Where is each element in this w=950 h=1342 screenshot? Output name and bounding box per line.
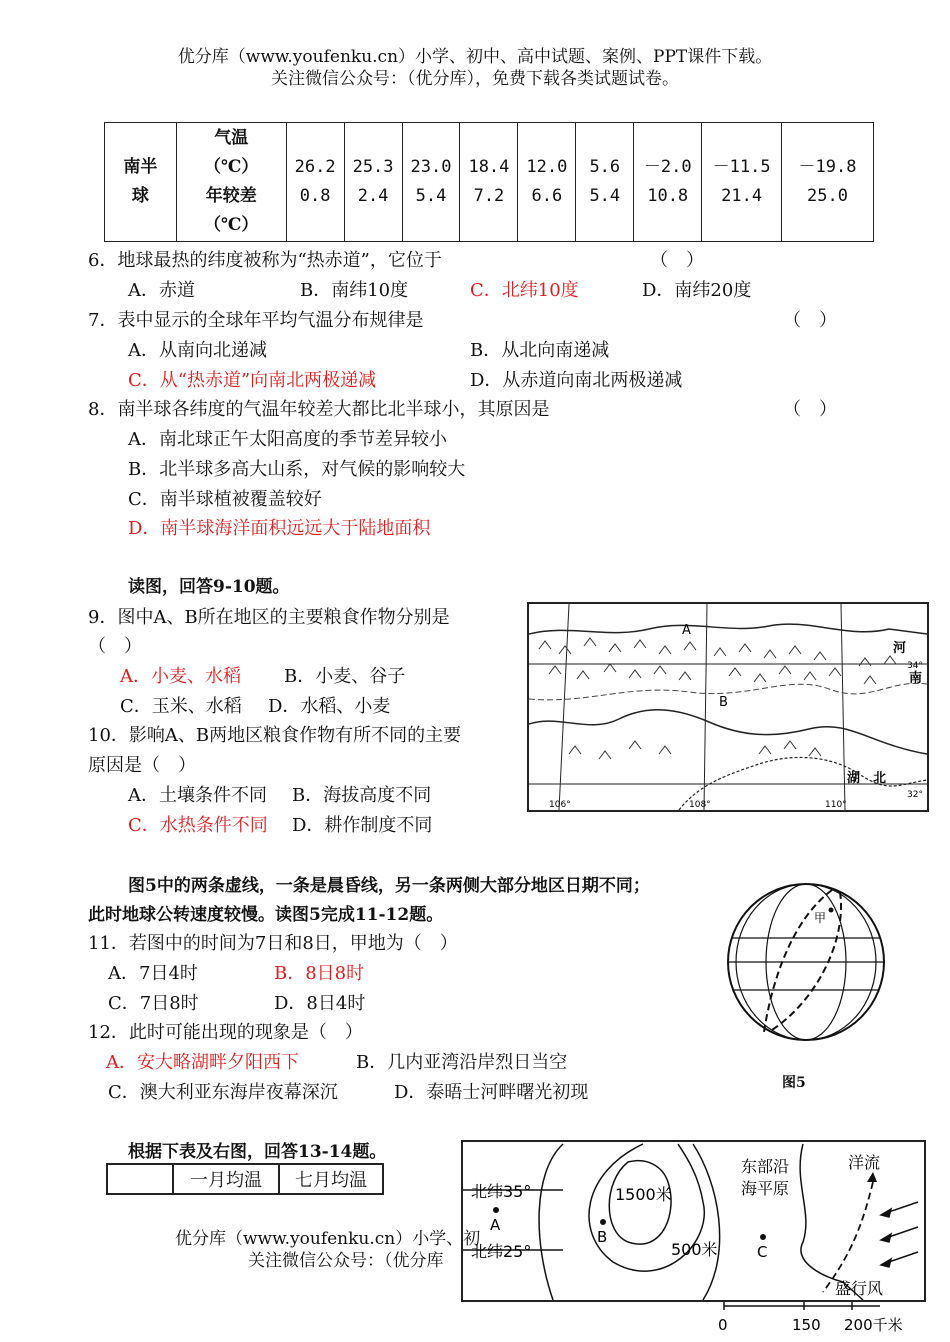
scale-label-0: 0: [718, 1316, 728, 1334]
table-cell: －19.8 25.0: [782, 123, 874, 242]
qinling-map-svg: [529, 604, 927, 810]
lon-label-110: 110°: [825, 800, 847, 810]
q12-option-a: A．安大略湖畔夕阳西下: [106, 1052, 299, 1073]
q8-stem: 8．南半球各纬度的气温年较差大都比北半球小，其原因是: [88, 399, 550, 420]
longitude-line-108: [704, 604, 707, 810]
section-11-12-line-2: 此时地球公转速度较慢。读图5完成11-12题。: [88, 905, 444, 925]
q9-stem: 9．图中A、B所在地区的主要粮食作物分别是: [88, 607, 450, 628]
point-a-label: A: [490, 1216, 501, 1234]
row-label-1: 南半: [123, 157, 158, 177]
lat-label-bottom: 32°: [907, 790, 923, 800]
q9-paren: （ ）: [88, 636, 142, 657]
map-label-a: A: [682, 623, 691, 638]
wind-arrows: [881, 1202, 918, 1267]
q7-paren: （ ）: [783, 310, 837, 331]
temperature-table: [104, 122, 874, 242]
scale-label-150: 150: [792, 1316, 821, 1334]
q12-stem: 12．此时可能出现的现象是（ ）: [88, 1022, 363, 1043]
table-cell: －2.0 10.8: [634, 123, 702, 242]
q12-option-d: D．泰晤士河畔曙光初现: [394, 1082, 589, 1103]
point-b-marker: [600, 1219, 606, 1225]
header-line-1: 优分库（www.youfenku.cn）小学、初中、高中试题、案例、PPT课件下载。: [177, 47, 773, 67]
field-label-4: （℃）: [204, 215, 259, 235]
contour-map: [461, 1140, 926, 1302]
dateline-curve: [772, 892, 841, 1030]
lat-label-top: 34°: [907, 661, 923, 671]
table-cell: 23.0 5.4: [402, 123, 460, 242]
point-c-marker: [760, 1234, 766, 1240]
header-line-2: 关注微信公众号：（优分库），免费下载各类试题试卷。: [271, 69, 679, 89]
field-label-2: （℃）: [204, 157, 259, 177]
border-line-mid: [529, 710, 927, 754]
q10-option-a: A．土壤条件不同: [128, 785, 267, 806]
river-line: [529, 683, 927, 699]
q12-option-b: B．几内亚湾沿岸烈日当空: [356, 1052, 568, 1073]
q11-option-b: B．8日8时: [274, 963, 365, 984]
q7-option-d: D．从赤道向南北两极递减: [470, 370, 683, 391]
current-label: 洋流: [848, 1153, 881, 1172]
q7-option-b: B．从北向南递减: [470, 340, 610, 361]
section-9-10-title: 读图，回答9-10题。: [128, 577, 290, 597]
small-table-col-2: 一月均温: [173, 1164, 279, 1194]
q8-option-d: D．南半球海洋面积远远大于陆地面积: [128, 518, 431, 539]
section-11-12-line-1: 图5中的两条虚线，一条是晨昏线，另一条两侧大部分地区日期不同；: [128, 876, 650, 896]
contour-1500-label: 1500米: [615, 1185, 672, 1204]
table-cell: －11.5 21.4: [702, 123, 782, 242]
q6-option-c: C．北纬10度: [470, 280, 579, 301]
contour-outer-west: [539, 1144, 563, 1300]
q9-option-a: A．小麦、水稻: [120, 666, 241, 687]
q10-stem: 10．影响A、B两地区粮食作物有所不同的主要: [88, 725, 462, 746]
contour-east: [693, 1144, 720, 1300]
globe-figure: [722, 880, 892, 1045]
qinling-map: [527, 602, 929, 812]
q9-option-c: C．玉米、水稻: [120, 696, 242, 717]
q8-option-a: A．南北球正午太阳高度的季节差异较小: [128, 429, 447, 450]
wind-label: 盛行风: [835, 1279, 884, 1298]
scale-bar: [710, 1300, 930, 1340]
field-label-3: 年较差: [205, 186, 257, 206]
q8-option-b: B．北半球多高大山系，对气候的影响较大: [128, 459, 466, 480]
longitude-line-106: [559, 604, 569, 810]
map-label-henan-1: 河: [893, 641, 907, 656]
ocean-current-path: [823, 1182, 873, 1292]
q10-stem-2: 原因是（ ）: [88, 755, 196, 776]
q9-option-b: B．小麦、谷子: [284, 666, 406, 687]
map-label-hubei: 湖 北: [847, 771, 887, 786]
border-line-north: [529, 624, 927, 634]
lon-label-108: 108°: [689, 800, 711, 810]
field-label-1: 气温: [214, 128, 249, 148]
q6-option-d: D．南纬20度: [642, 280, 752, 301]
longitude-line-110: [841, 604, 845, 810]
q11-option-c: C．7日8时: [108, 993, 199, 1014]
map-label-b: B: [719, 695, 728, 710]
q9-option-d: D．水稻、小麦: [268, 696, 391, 717]
point-b-label: B: [597, 1228, 608, 1246]
plain-label-1: 东部沿: [741, 1157, 790, 1176]
q7-option-a: A．从南向北递减: [128, 340, 267, 361]
small-table-col-3: 七月均温: [279, 1164, 383, 1194]
table-cell: 26.2 0.8: [286, 123, 344, 242]
plain-label-2: 海平原: [741, 1179, 790, 1198]
q6-stem: 6．地球最热的纬度被称为“热赤道”，它位于: [88, 250, 442, 271]
figure-5-caption: 图5: [782, 1075, 806, 1091]
lon-label-106: 106°: [549, 800, 571, 810]
scale-label-200: 200千米: [844, 1316, 903, 1334]
field-label-cell: [176, 123, 286, 242]
q12-option-c: C．澳大利亚东海岸夜幕深沉: [108, 1082, 338, 1103]
current-arrow-head: [867, 1172, 877, 1182]
footer-line-1: 优分库（www.youfenku.cn）小学、初: [175, 1229, 481, 1249]
q8-option-c: C．南半球植被覆盖较好: [128, 489, 322, 510]
q11-option-a: A．7日4时: [108, 963, 198, 984]
table-cell: 25.3 2.4: [344, 123, 402, 242]
row-label-2: 球: [131, 186, 149, 206]
lat25-label: 北纬25°: [471, 1242, 532, 1261]
point-jia-label: 甲: [814, 911, 827, 925]
map-label-henan-2: 南: [909, 671, 923, 686]
point-a-marker: [493, 1207, 499, 1213]
q11-option-d: D．8日4时: [274, 993, 366, 1014]
temp-summary-table: [106, 1163, 384, 1195]
contour-500-label: 500米: [671, 1240, 718, 1259]
point-c-label: C: [757, 1243, 768, 1261]
footer-line-2: 关注微信公众号：（优分库: [248, 1251, 444, 1271]
q7-option-c: C．从“热赤道”向南北两极递减: [128, 370, 377, 391]
q7-stem: 7．表中显示的全球年平均气温分布规律是: [88, 310, 424, 331]
q10-option-b: B．海拔高度不同: [292, 785, 432, 806]
q6-paren: （ ）: [650, 250, 704, 271]
point-jia-marker: [829, 908, 834, 913]
small-table-col-1: [107, 1164, 173, 1194]
q8-paren: （ ）: [783, 399, 837, 420]
lat35-label: 北纬35°: [471, 1182, 532, 1201]
table-cell: 12.0 6.6: [518, 123, 576, 242]
row-label-cell: [105, 123, 177, 242]
section-13-14-title: 根据下表及右图，回答13-14题。: [128, 1142, 387, 1162]
table-cell: 18.4 7.2: [460, 123, 518, 242]
contour-map-svg: [463, 1142, 924, 1300]
q10-option-d: D．耕作制度不同: [292, 815, 433, 836]
q10-option-c: C．水热条件不同: [128, 815, 268, 836]
table-cell: 5.6 5.4: [576, 123, 634, 242]
q6-option-b: B．南纬10度: [300, 280, 409, 301]
q6-option-a: A．赤道: [128, 280, 195, 301]
q11-stem: 11．若图中的时间为7日和8日，甲地为（ ）: [88, 933, 458, 954]
